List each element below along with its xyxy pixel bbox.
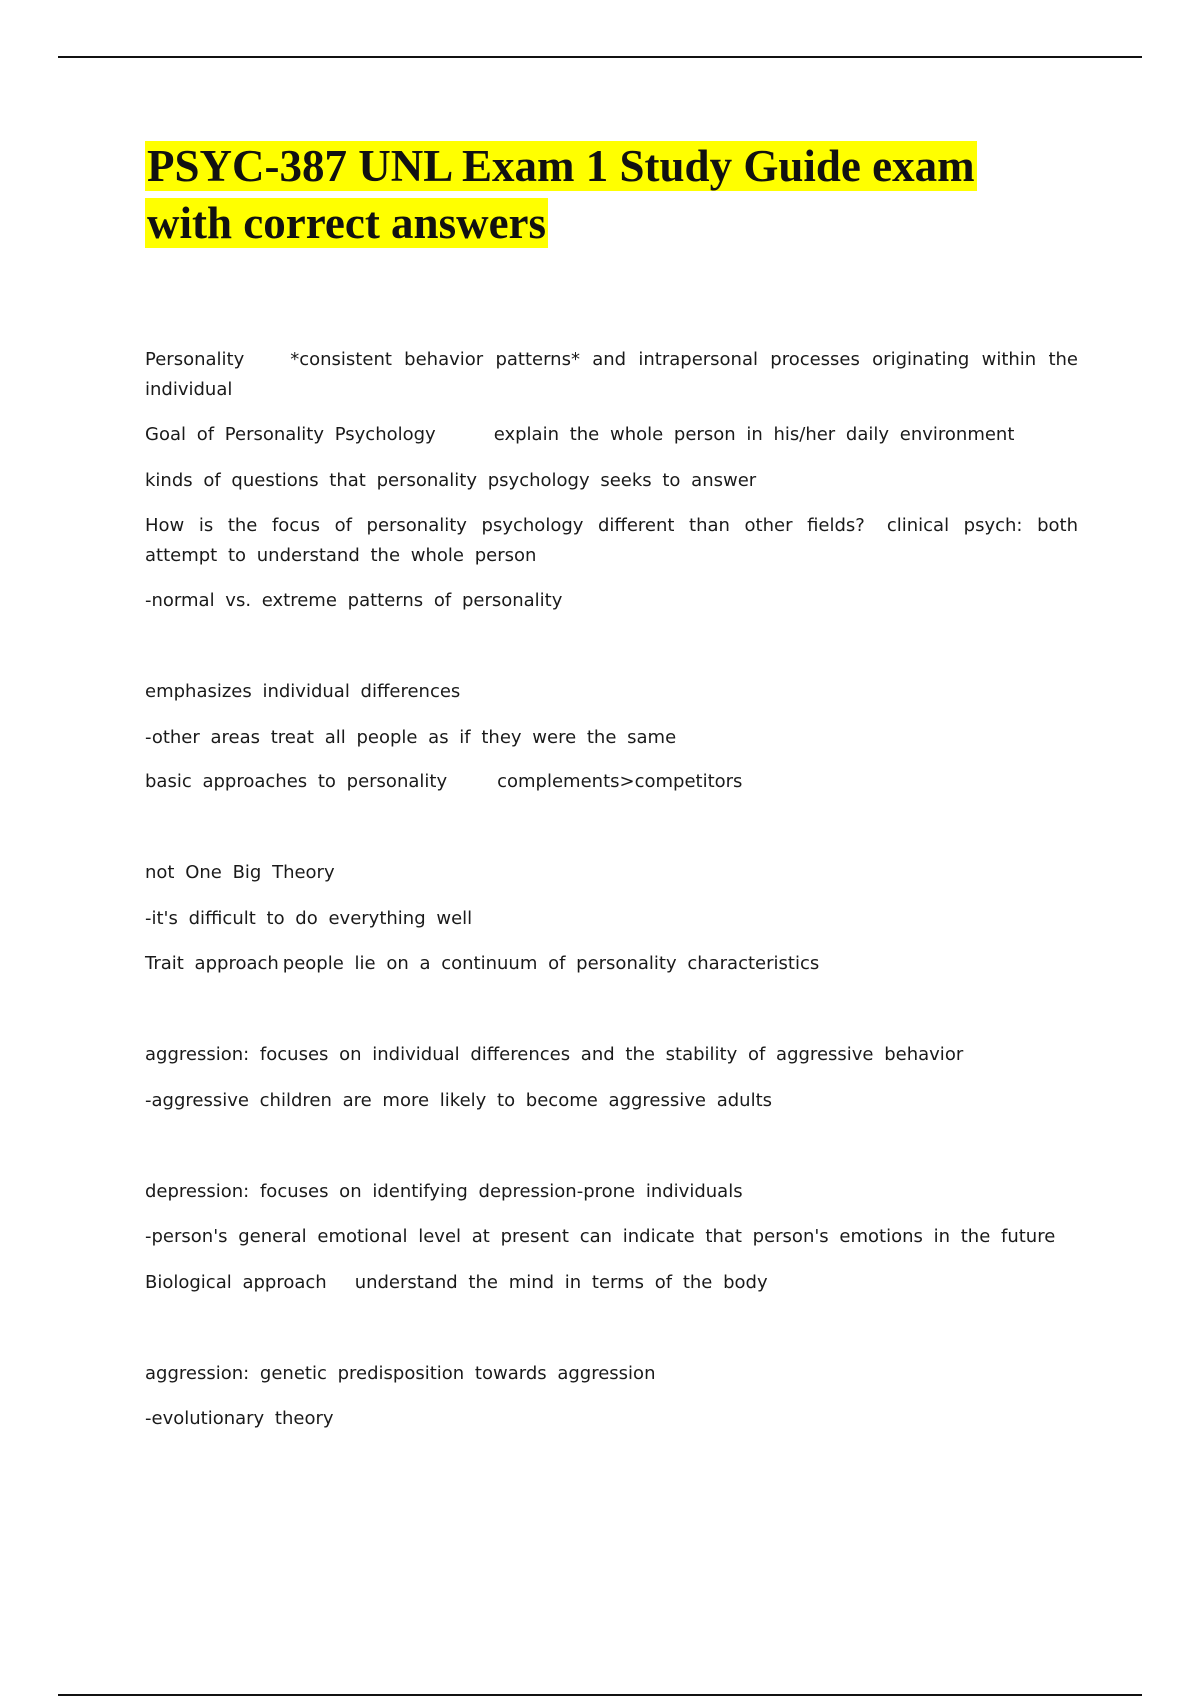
entry-term: How is the focus of personality psychology different than other fields? — [145, 515, 865, 536]
entry-term: Biological approach — [145, 1272, 327, 1293]
entry-term: basic approaches to personality — [145, 771, 448, 792]
entry-term: Goal of Personality Psychology — [145, 424, 436, 445]
entry-definition: *consistent behavior patterns* and intrapersonal processes originating within the individual — [145, 349, 1078, 400]
entry-text: -it's difficult to do everything well — [145, 908, 473, 929]
top-rule — [58, 56, 1142, 58]
entry-term: Trait approach — [145, 953, 279, 974]
entry-text: aggression: genetic predisposition towards aggression — [145, 1363, 656, 1384]
entry-definition: people lie on a continuum of personality characteristics — [282, 953, 820, 974]
entry-text: aggression: focuses on individual differences and the stability of aggressive behavior — [145, 1044, 964, 1065]
entry-text: depression: focuses on identifying depression-prone individuals — [145, 1181, 743, 1202]
entry-text: -other areas treat all people as if they were the same — [145, 727, 677, 748]
title-highlight: PSYC-387 UNL Exam 1 Study Guide exam with correct answers — [147, 141, 975, 248]
entry-trait-approach — [145, 949, 819, 979]
entry-text: -aggressive children are more likely to become aggressive adults — [145, 1090, 773, 1111]
entry-personality — [145, 345, 1078, 405]
entry-biological-approach — [145, 1268, 768, 1298]
entry-text: not One Big Theory — [145, 862, 335, 883]
entry-definition: understand the mind in terms of the body — [354, 1272, 768, 1293]
entry-focus — [145, 511, 1078, 571]
entry-basic-approaches — [145, 767, 742, 797]
entry-text: emphasizes individual differences — [145, 681, 461, 702]
entry-definition: explain the whole person in his/her daily environment — [493, 424, 1015, 445]
entry-goal — [145, 420, 1014, 450]
entry-term: Personality — [145, 349, 245, 370]
entry-text: -evolutionary theory — [145, 1408, 334, 1429]
document-title — [145, 138, 1065, 252]
entry-text: kinds of questions that personality psychology seeks to answer — [145, 470, 757, 491]
entry-definition: complements>competitors — [497, 771, 743, 792]
entry-definition: clinical psych: both attempt to understand the whole person — [145, 515, 1078, 566]
bottom-rule — [58, 1694, 1142, 1696]
entry-text: -normal vs. extreme patterns of personality — [145, 590, 563, 611]
entry-text: -person's general emotional level at present can indicate that person's emotions in the future — [145, 1226, 1056, 1247]
